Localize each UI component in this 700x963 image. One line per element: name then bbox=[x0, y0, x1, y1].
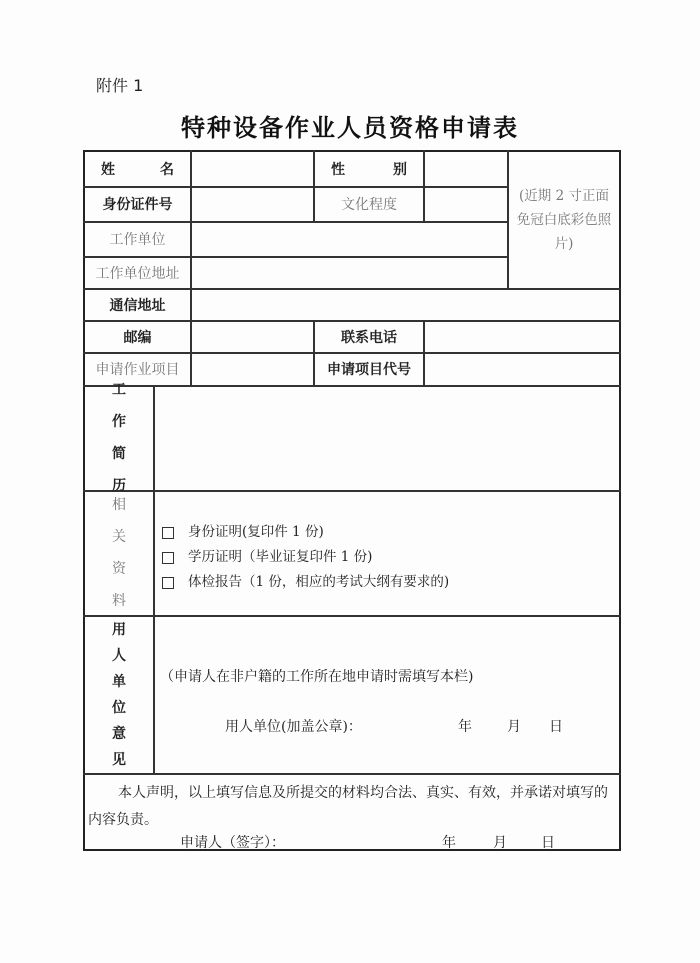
employer-date-year: 年 bbox=[458, 719, 472, 735]
applied-item-field[interactable] bbox=[192, 353, 313, 385]
material-item-medical[interactable]: 体检报告（1 份，相应的考试大纲有要求的) bbox=[162, 570, 449, 595]
applied-item-code-label: 申请项目代号 bbox=[327, 362, 411, 378]
phone-label: 联系电话 bbox=[341, 329, 397, 346]
employer-address-label: 工作单位地址 bbox=[95, 265, 180, 282]
phone-field[interactable] bbox=[425, 321, 619, 352]
gender-field[interactable] bbox=[425, 152, 507, 186]
mailing-address-label: 通信地址 bbox=[109, 297, 166, 314]
checkbox-icon[interactable] bbox=[162, 552, 174, 564]
applicant-date-year: 年 bbox=[442, 835, 456, 851]
employer-opinion-note: （申请人在非户籍的工作所在地申请时需填写本栏) bbox=[160, 669, 474, 685]
material-item-id[interactable]: 身份证明(复印件 1 份) bbox=[162, 520, 449, 545]
mailing-address-field[interactable] bbox=[192, 289, 619, 320]
attachment-label: 附件 1 bbox=[96, 76, 144, 95]
employer-seal-label: 用人单位(加盖公章)： bbox=[225, 719, 362, 735]
materials-checklist bbox=[162, 520, 449, 595]
applicant-date-day: 日 bbox=[541, 835, 555, 851]
photo-placeholder[interactable]: (近期 2 寸正面免冠白底彩色照片) bbox=[516, 188, 612, 252]
name-field[interactable] bbox=[192, 152, 313, 186]
id-number-label: 身份证件号 bbox=[102, 197, 173, 213]
applied-item-code-field[interactable] bbox=[425, 353, 619, 385]
work-history-field[interactable] bbox=[155, 386, 619, 490]
name-label: 姓 名 bbox=[101, 162, 174, 178]
materials-label: 相 关 资 料 bbox=[112, 497, 126, 609]
employer-date-day: 日 bbox=[549, 719, 563, 735]
applicant-signature-label: 申请人（签字）： bbox=[180, 835, 285, 851]
id-number-field[interactable] bbox=[192, 187, 313, 221]
applicant-date-month: 月 bbox=[493, 835, 507, 851]
education-field[interactable] bbox=[425, 187, 507, 221]
work-history-label: 工 作 简 历 bbox=[112, 382, 126, 494]
form-title: 特种设备作业人员资格申请表 bbox=[181, 114, 519, 142]
gender-label: 性 别 bbox=[331, 162, 407, 178]
education-label: 文化程度 bbox=[341, 197, 397, 213]
employer-label: 工作单位 bbox=[109, 232, 166, 248]
employer-date-month: 月 bbox=[507, 719, 521, 735]
material-item-education[interactable]: 学历证明（毕业证复印件 1 份) bbox=[162, 545, 449, 570]
checkbox-icon[interactable] bbox=[162, 577, 174, 589]
postcode-label: 邮编 bbox=[123, 329, 152, 346]
employer-field[interactable] bbox=[192, 222, 507, 256]
employer-opinion-label: 用 人 单 位 意 见 bbox=[112, 621, 126, 768]
employer-address-field[interactable] bbox=[192, 257, 507, 288]
applied-item-label: 申请作业项目 bbox=[95, 362, 180, 378]
checkbox-icon[interactable] bbox=[162, 527, 174, 539]
postcode-field[interactable] bbox=[192, 321, 313, 352]
declaration-text: 本人声明，以上填写信息及所提交的材料均合法、真实、有效，并承诺对填写的内容负责。 bbox=[88, 785, 608, 828]
